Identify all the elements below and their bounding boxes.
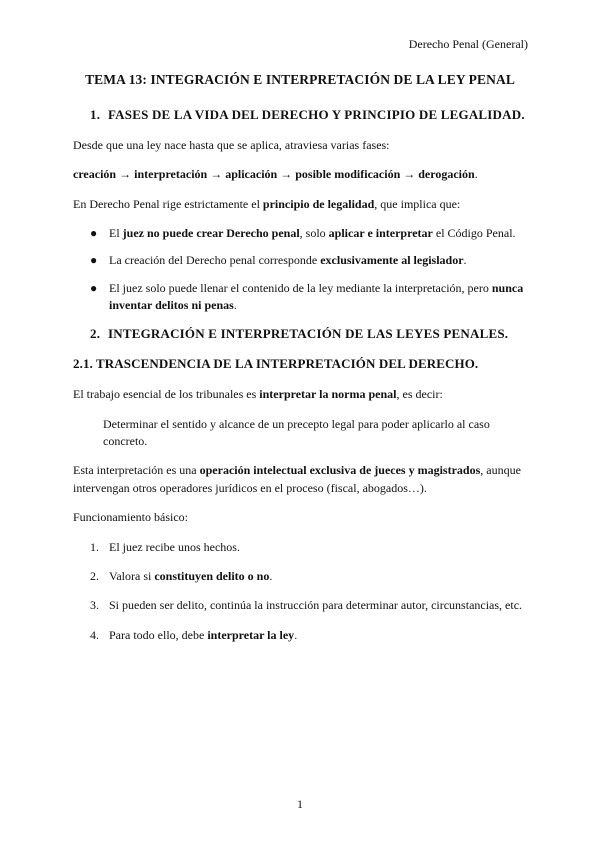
list-item <box>73 225 527 242</box>
step-bold: interpretar la ley <box>207 627 295 642</box>
bullet-text: El juez solo puede llenar el contenido de la ley mediante la interpretación, pero <box>109 280 492 295</box>
bullet-bold: nunca inventar delitos ni penas <box>109 280 524 313</box>
section-1-title: FASES DE LA VIDA DEL DERECHO Y PRINCIPIO DE LEGALIDAD. <box>108 107 525 122</box>
list-item <box>73 252 527 269</box>
list-item <box>73 627 527 644</box>
running-header: Derecho Penal (General) <box>408 37 528 51</box>
step-text: Si pueden ser delito, continúa la instrucción para determinar autor, circunstancias, etc. <box>109 598 523 613</box>
legality-bullet-list <box>73 225 527 315</box>
functioning-steps-list <box>73 539 527 645</box>
bullet-icon: ● <box>90 253 98 268</box>
step-number: 1. <box>90 539 99 554</box>
phase-creation: creación <box>73 167 117 182</box>
paragraph-text: , es decir: <box>396 387 443 402</box>
section-2-number: 2. <box>90 325 101 341</box>
list-item <box>73 280 527 315</box>
list-item <box>73 568 527 585</box>
section-2-heading <box>73 325 527 344</box>
phase-arrow: → <box>277 167 296 182</box>
step-bold: constituyen delito o no <box>154 569 270 583</box>
definition-quote: Determinar el sentido y alcance de un precepto legal para poder aplicarlo al caso concreto. <box>103 416 490 449</box>
phase-arrow: → <box>400 167 419 182</box>
bullet-bold: juez no puede crear Derecho penal <box>122 226 300 241</box>
step-number: 2. <box>90 569 99 583</box>
subsection-2-1-heading: 2.1. TRASCENDENCIA DE LA INTERPRETACIÓN DEL DERECHO. <box>73 356 479 372</box>
page-number: 1 <box>297 797 303 811</box>
law-phases-sequence <box>73 166 527 183</box>
paragraph-bold: interpretar la norma penal <box>259 387 397 402</box>
phase-application: aplicación <box>225 167 278 182</box>
document-title: TEMA 13: INTEGRACIÓN E INTERPRETACIÓN DE LA LEY PENAL <box>85 72 515 87</box>
legality-text-pre: En Derecho Penal rige estrictamente el <box>73 196 263 211</box>
step-text: Valora si <box>109 569 155 583</box>
bullet-text: El <box>109 226 123 241</box>
phase-interpretation: interpretación <box>134 167 208 182</box>
phase-arrow: → <box>116 167 135 182</box>
legality-principle: principio de legalidad <box>262 196 375 211</box>
bullet-text: La creación del Derecho penal corresponde <box>109 253 321 268</box>
legality-text-post: , que implica que: <box>374 196 461 211</box>
document-body <box>73 106 527 656</box>
paragraph-bold: operación intelectual exclusiva de jueces y magistrados <box>199 463 481 478</box>
step-number: 4. <box>90 627 99 642</box>
paragraph-text: El trabajo esencial de los tribunales es <box>73 387 260 402</box>
step-text: . <box>294 627 298 642</box>
list-item <box>73 597 527 614</box>
list-item <box>73 539 527 556</box>
step-text: Para todo ello, debe <box>109 627 208 642</box>
section-1-number: 1. <box>90 107 101 122</box>
bullet-text: . <box>233 298 237 313</box>
phase-derogation: derogación <box>418 167 475 182</box>
bullet-text: , solo <box>299 226 329 241</box>
legality-paragraph <box>73 196 527 213</box>
functioning-label: Funcionamiento básico: <box>73 510 188 525</box>
section-1-heading <box>73 106 527 125</box>
paragraph-text: , aunque intervengan otros operadores jurídicos en el proceso (fiscal, abogados…). <box>73 463 521 495</box>
phase-end: . <box>474 167 478 182</box>
bullet-bold: aplicar e interpretar <box>328 226 433 241</box>
bullet-bold: exclusivamente al legislador <box>320 253 464 268</box>
bullet-icon: ● <box>90 280 98 295</box>
interpretation-paragraph <box>73 462 527 497</box>
section-2-title: INTEGRACIÓN E INTERPRETACIÓN DE LAS LEYES PENALES. <box>108 325 509 341</box>
step-text: . <box>269 569 273 583</box>
section-1-intro: Desde que una ley nace hasta que se aplica, atraviesa varias fases: <box>73 137 390 152</box>
tribunals-paragraph <box>73 386 527 403</box>
step-number: 3. <box>90 598 99 613</box>
step-text: El juez recibe unos hechos. <box>109 539 240 554</box>
bullet-text: . <box>463 253 467 268</box>
bullet-icon: ● <box>90 226 98 241</box>
bullet-text: el Código Penal. <box>432 226 516 241</box>
paragraph-text: Esta interpretación es una <box>73 463 200 478</box>
phase-arrow: → <box>207 167 226 182</box>
phase-modification: posible modificación <box>295 167 401 182</box>
